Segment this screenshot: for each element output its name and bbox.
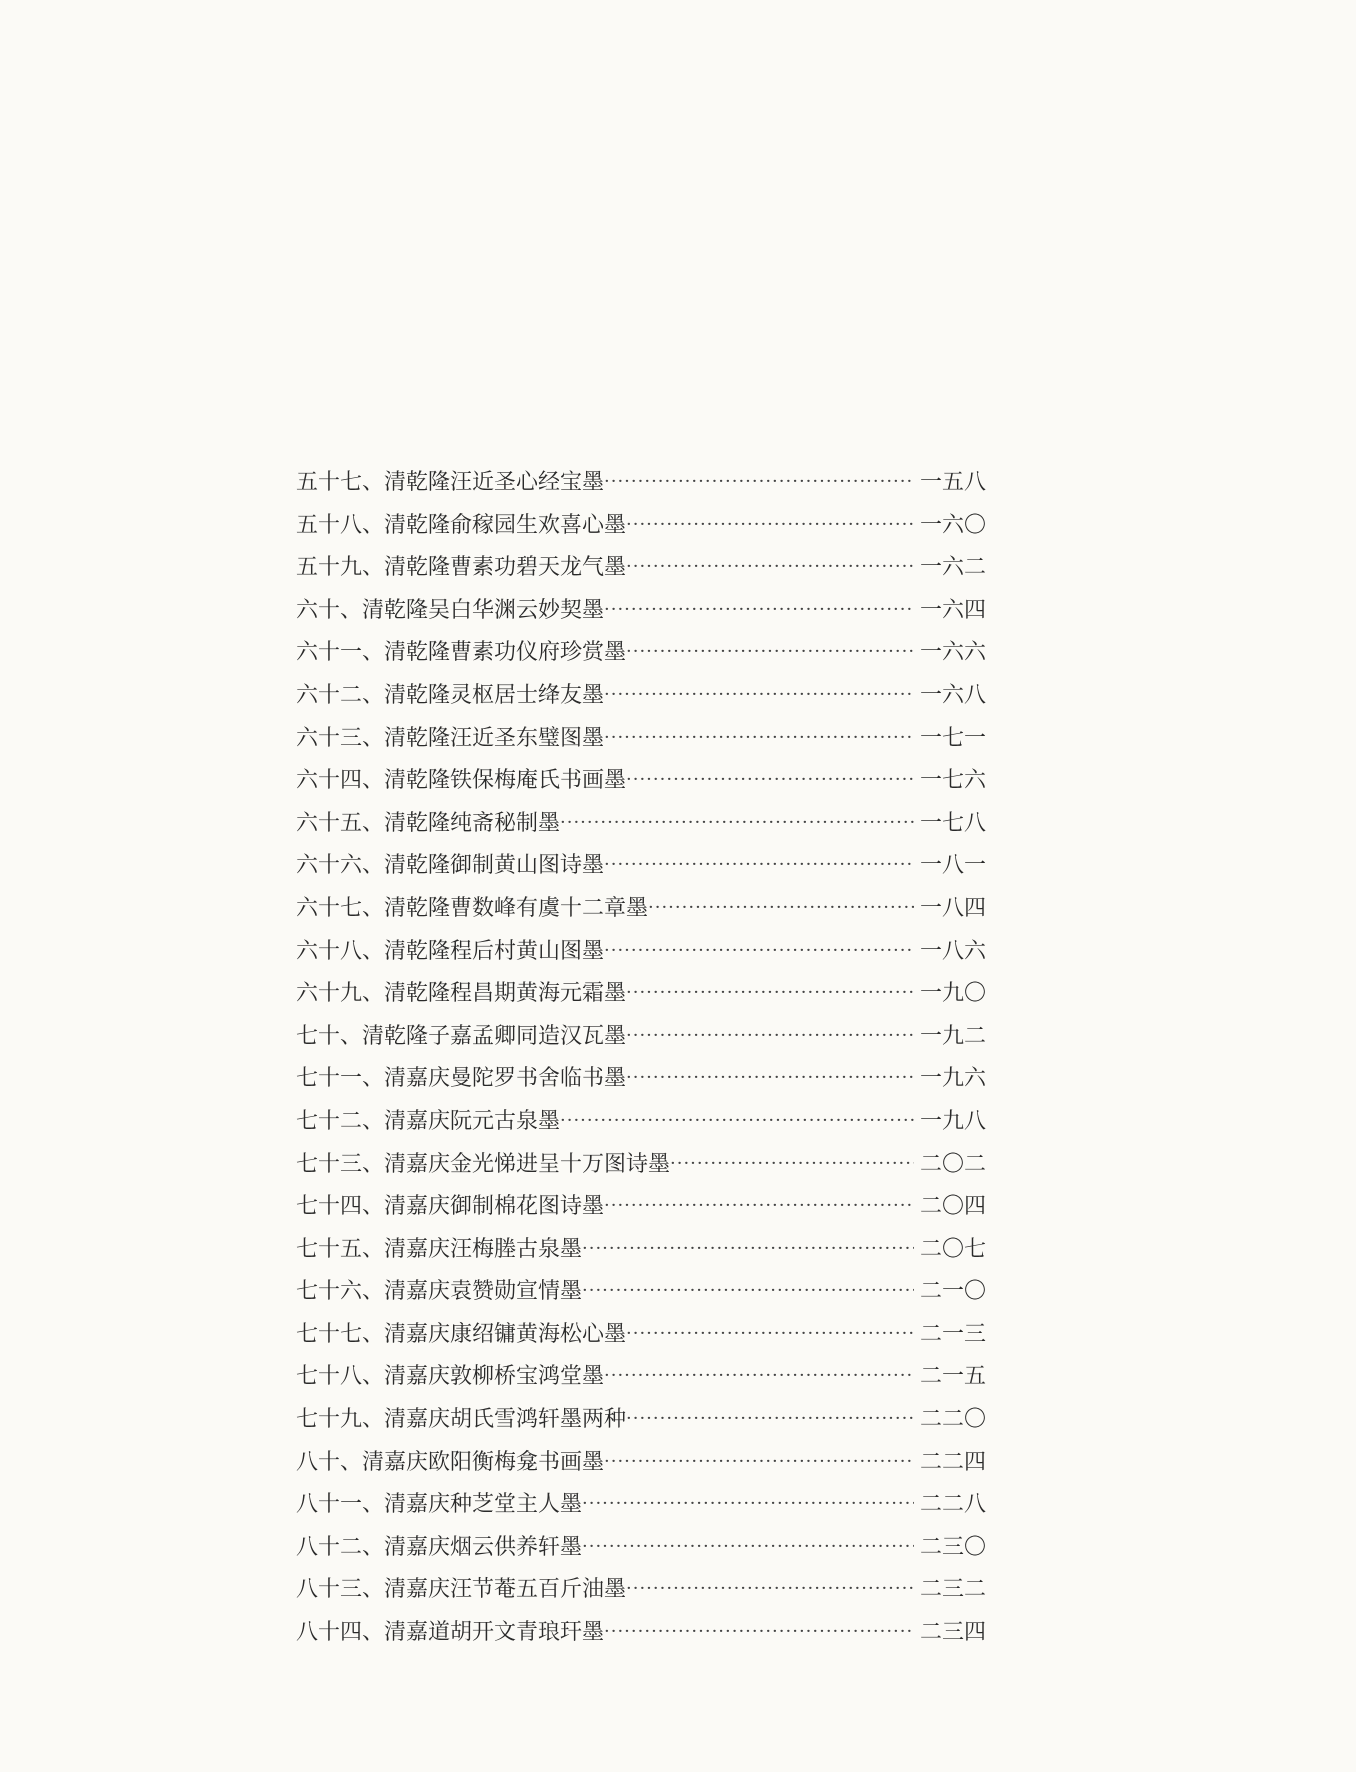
dot-leader: [604, 1441, 914, 1484]
entry-title: 七十、清乾隆子嘉孟卿同造汉瓦墨: [296, 1023, 627, 1049]
dot-leader: [626, 504, 914, 547]
entry-title: 八十二、清嘉庆烟云供养轩墨: [296, 1534, 583, 1560]
dot-leader: [626, 1313, 914, 1356]
entry-page-number: 一九二: [920, 1023, 987, 1049]
dot-leader: [604, 1611, 914, 1654]
entry-page-number: 二一三: [920, 1321, 987, 1347]
entry-page-number: 二〇四: [920, 1194, 987, 1220]
toc-entry: [296, 1314, 986, 1357]
entry-title: 六十九、清乾隆程昌期黄海元霜墨: [296, 981, 627, 1007]
entry-page-number: 一五八: [920, 470, 987, 495]
toc-entry: [296, 590, 986, 633]
toc-entry: [296, 931, 986, 974]
entry-page-number: 一七八: [920, 810, 987, 836]
entry-title: 六十二、清乾隆灵枢居士绛友墨: [296, 682, 605, 708]
toc-entry: [296, 1016, 986, 1059]
toc-entry: [296, 675, 986, 718]
entry-page-number: 一七六: [920, 768, 987, 794]
entry-title: 七十七、清嘉庆康绍镛黄海松心墨: [296, 1321, 627, 1347]
entry-page-number: 二三二: [920, 1577, 987, 1603]
toc-entry: [296, 845, 986, 888]
entry-title: 五十九、清乾隆曹素功碧天龙气墨: [296, 555, 627, 581]
toc-entry: [296, 803, 986, 846]
toc-entry: [296, 888, 986, 931]
entry-title: 八十、清嘉庆欧阳衡梅龛书画墨: [296, 1449, 605, 1475]
entry-title: 六十一、清乾隆曹素功仪府珍赏墨: [296, 640, 627, 666]
dot-leader: [648, 887, 914, 930]
dot-leader: [626, 1057, 914, 1100]
entry-title: 七十六、清嘉庆袁赞勋宣情墨: [296, 1279, 583, 1305]
dot-leader: [604, 589, 914, 632]
toc-entry: [296, 505, 986, 548]
toc-entry: [296, 1144, 986, 1187]
dot-leader: [582, 1270, 914, 1313]
entry-page-number: 一六〇: [920, 512, 987, 538]
entry-page-number: 二〇二: [920, 1151, 987, 1177]
entry-page-number: 二〇七: [920, 1236, 987, 1262]
toc-entry: [296, 1399, 986, 1442]
toc-entry: [296, 1527, 986, 1570]
entry-page-number: 一七一: [920, 725, 987, 751]
entry-page-number: 二三四: [920, 1620, 987, 1646]
dot-leader: [560, 1100, 914, 1143]
dot-leader: [626, 546, 914, 589]
dot-leader: [582, 1526, 914, 1569]
dot-leader: [604, 1185, 914, 1228]
entry-title: 七十一、清嘉庆曼陀罗书舍临书墨: [296, 1066, 627, 1092]
toc-entry: [296, 1484, 986, 1527]
toc-entry: [296, 1101, 986, 1144]
entry-title: 五十七、清乾隆汪近圣心经宝墨: [296, 470, 605, 495]
entry-page-number: 一六二: [920, 555, 987, 581]
toc-entry: [296, 632, 986, 675]
entry-page-number: 一八六: [920, 938, 987, 964]
entry-page-number: 二二八: [920, 1492, 987, 1518]
toc-entry: [296, 1271, 986, 1314]
entry-page-number: 二一〇: [920, 1279, 987, 1305]
entry-page-number: 二二四: [920, 1449, 987, 1475]
toc-entry: [296, 1229, 986, 1272]
entry-page-number: 一八四: [920, 895, 987, 921]
entry-title: 六十七、清乾隆曹数峰有虞十二章墨: [296, 895, 649, 921]
toc-entry: [296, 462, 986, 505]
dot-leader: [604, 844, 914, 887]
dot-leader: [604, 930, 914, 973]
dot-leader: [626, 759, 914, 802]
entry-title: 七十九、清嘉庆胡氏雪鸿轩墨两种: [296, 1407, 627, 1433]
entry-page-number: 一六六: [920, 640, 987, 666]
entry-title: 六十八、清乾隆程后村黄山图墨: [296, 938, 605, 964]
entry-page-number: 二一五: [920, 1364, 987, 1390]
dot-leader: [582, 1483, 914, 1526]
dot-leader: [626, 631, 914, 674]
entry-title: 七十三、清嘉庆金光悌进呈十万图诗墨: [296, 1151, 671, 1177]
toc-entry: [296, 1186, 986, 1229]
entry-title: 六十六、清乾隆御制黄山图诗墨: [296, 853, 605, 879]
entry-page-number: 一九六: [920, 1066, 987, 1092]
entry-title: 六十三、清乾隆汪近圣东璧图墨: [296, 725, 605, 751]
entry-page-number: 二二〇: [920, 1407, 987, 1433]
entry-title: 七十二、清嘉庆阮元古泉墨: [296, 1108, 561, 1134]
toc-entry: [296, 973, 986, 1016]
toc-entry: [296, 1569, 986, 1612]
toc-entry: [296, 547, 986, 590]
entry-title: 五十八、清乾隆俞稼园生欢喜心墨: [296, 512, 627, 538]
entry-title: 七十五、清嘉庆汪梅塍古泉墨: [296, 1236, 583, 1262]
dot-leader: [604, 674, 914, 717]
table-of-contents: [296, 462, 986, 1655]
entry-title: 六十、清乾隆吴白华渊云妙契墨: [296, 597, 605, 623]
dot-leader: [604, 717, 914, 760]
dot-leader: [626, 1398, 914, 1441]
entry-page-number: 一六八: [920, 682, 987, 708]
entry-title: 七十八、清嘉庆敦柳桥宝鸿堂墨: [296, 1364, 605, 1390]
toc-entry: [296, 1058, 986, 1101]
entry-title: 六十五、清乾隆纯斋秘制墨: [296, 810, 561, 836]
toc-entry: [296, 1356, 986, 1399]
entry-title: 八十一、清嘉庆种芝堂主人墨: [296, 1492, 583, 1518]
entry-page-number: 一八一: [920, 853, 987, 879]
entry-page-number: 一九八: [920, 1108, 987, 1134]
dot-leader: [626, 1568, 914, 1611]
entry-title: 八十三、清嘉庆汪节菴五百斤油墨: [296, 1577, 627, 1603]
dot-leader: [626, 972, 914, 1015]
dot-leader: [604, 1355, 914, 1398]
entry-page-number: 二三〇: [920, 1534, 987, 1560]
dot-leader: [626, 1015, 914, 1058]
dot-leader: [670, 1143, 914, 1186]
toc-entry: [296, 1442, 986, 1485]
entry-page-number: 一九〇: [920, 981, 987, 1007]
entry-title: 七十四、清嘉庆御制棉花图诗墨: [296, 1194, 605, 1220]
entry-page-number: 一六四: [920, 597, 987, 623]
dot-leader: [560, 802, 914, 845]
entry-title: 六十四、清乾隆铁保梅庵氏书画墨: [296, 768, 627, 794]
toc-entry: [296, 760, 986, 803]
dot-leader: [604, 461, 914, 504]
entry-title: 八十四、清嘉道胡开文青琅玕墨: [296, 1620, 605, 1646]
toc-entry: [296, 1612, 986, 1655]
dot-leader: [582, 1228, 914, 1271]
toc-entry: [296, 718, 986, 761]
